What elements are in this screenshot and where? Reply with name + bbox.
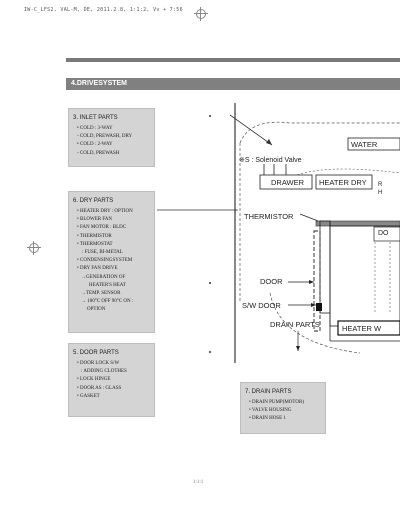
top-rule xyxy=(66,58,400,62)
list-item: • DOOR AS : GLASS xyxy=(77,385,122,391)
list-item: HEATER'S HEAT xyxy=(89,282,126,288)
list-item: • DOOR LOCK S/W xyxy=(77,361,120,366)
list-item: →GENERATION OF xyxy=(81,274,126,280)
callout-lines xyxy=(150,100,240,360)
inlet-parts-title: 3. INLET PARTS xyxy=(73,115,118,121)
list-item: • COLD : 3-WAY xyxy=(77,126,113,131)
list-item: • COLD : 2-WAY xyxy=(77,142,113,148)
print-header: IW-C_LFS2, VAL-M, DE, 2011.2.8, 1:1:2, Vv + 7:56 xyxy=(24,7,183,13)
door-parts-panel xyxy=(68,343,155,417)
list-item: • THERMISTOR xyxy=(77,233,112,239)
label-sw-door: S/W DOOR xyxy=(242,301,281,310)
list-item: : ADDING CLOTHES xyxy=(81,369,127,375)
label-door: DOOR xyxy=(260,277,283,286)
list-item: : FUSE, BI-METAL xyxy=(82,250,123,256)
list-item: • FAN MOTOR : BLDC xyxy=(77,225,127,231)
label-fragment-h: H xyxy=(378,190,383,196)
inlet-parts-panel xyxy=(68,108,155,167)
list-item: • DRAIN PUMP(MOTOR) xyxy=(249,400,304,405)
list-item: • VALVE HOUSING xyxy=(249,408,292,414)
drive-system-diagram xyxy=(230,103,400,363)
label-drain-parts: DRAIN PARTS xyxy=(270,320,320,329)
section-title: 4.DRIVESYSTEM xyxy=(66,78,400,90)
list-item: • DRAIN HOSE 1 xyxy=(249,416,286,422)
list-item: - COLD, PREWASH xyxy=(77,150,120,156)
label-water: WATER xyxy=(351,140,378,149)
list-item: • HEATER DRY : OPTION xyxy=(77,209,133,214)
list-item: → 100°C OFF 90°C ON : xyxy=(81,299,134,305)
label-fragment-do: DO xyxy=(378,230,389,237)
list-item: • DRY FAN DRIVE xyxy=(77,266,118,272)
list-item: →TEMP. SENSOR xyxy=(81,291,121,297)
drain-parts-panel xyxy=(240,382,326,434)
list-item: • LOCK HINGE xyxy=(77,377,111,383)
list-item: • THERMOSTAT xyxy=(77,241,113,247)
label-heater-dry: HEATER DRY xyxy=(319,178,367,187)
label-fragment-r: R xyxy=(378,182,383,188)
label-thermistor: THERMISTOR xyxy=(244,212,294,221)
list-item: • GASKET xyxy=(77,393,100,399)
label-solenoid-valve: ※S : Solenoid Valve xyxy=(239,157,302,164)
footer-mark: 1:1:1 xyxy=(193,480,204,485)
label-heater-w: HEATER W xyxy=(342,324,382,333)
list-item: - COLD, PREWASH, DRY xyxy=(77,134,133,140)
label-drawer: DRAWER xyxy=(271,178,305,187)
dry-parts-panel xyxy=(68,191,155,333)
list-item: • CONDENSINGSYSTEM xyxy=(77,258,133,264)
registration-mark-left xyxy=(29,243,39,253)
list-item: OPTION xyxy=(87,307,106,313)
drain-parts-title: 7. DRAIN PARTS xyxy=(245,389,292,395)
registration-mark-top xyxy=(196,9,206,19)
dry-parts-title: 6. DRY PARTS xyxy=(73,198,114,204)
list-item: • BLOWER FAN xyxy=(77,217,112,223)
door-parts-title: 5. DOOR PARTS xyxy=(73,350,119,356)
